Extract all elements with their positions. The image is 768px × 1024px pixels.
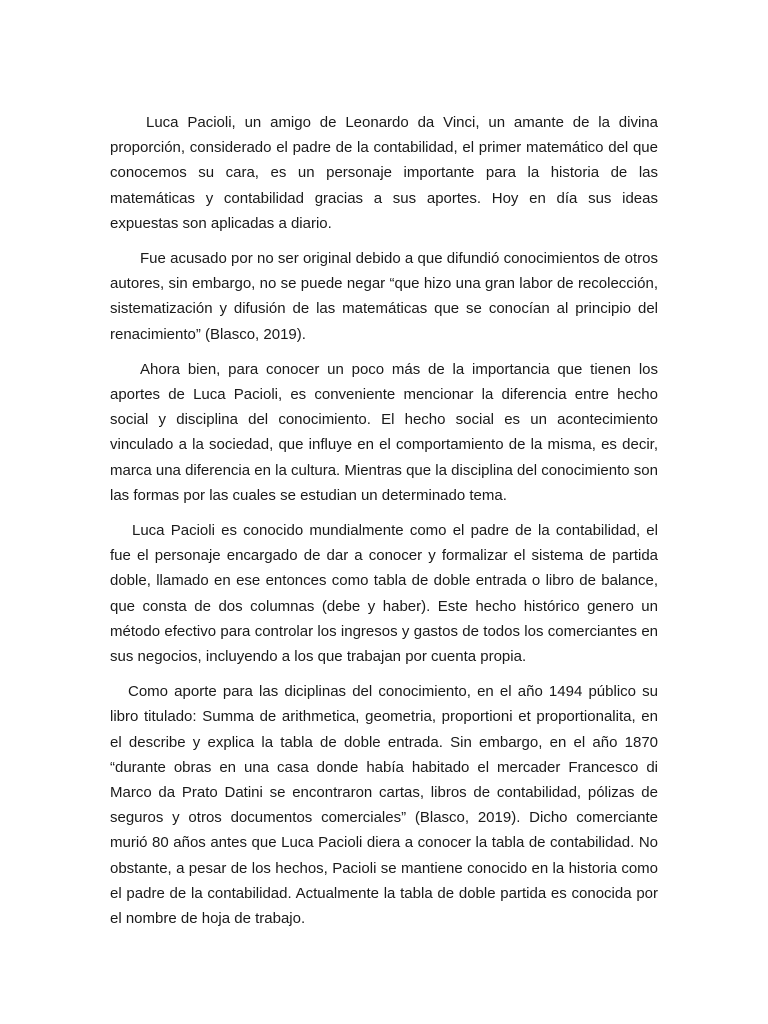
paragraph-intro: Luca Pacioli, un amigo de Leonardo da Vinci, un amante de la divina proporción, considerado el padre de la contabilidad, el primer matemático del que conocemos su cara, es un personaje importante para la historia de las matemáticas y contabilidad gracias a sus aportes. Hoy en día sus ideas expuestas son aplicadas a diario. [110,114,658,232]
paragraph-accusation: Fue acusado por no ser original debido a que difundió conocimientos de otros autores, sin embargo, no se puede negar “que hizo una gran labor de recolección, sistematización y difusión de las matemáticas que se conocían al principio del renacimiento” (Blasco, 2019). [110,250,658,343]
document-page [110,110,658,941]
paragraph-social-fact: Ahora bien, para conocer un poco más de la importancia que tienen los aportes de Luca Pacioli, es conveniente mencionar la diferencia entre hecho social y disciplina del conocimiento. El hecho social es un acontecimiento vinculado a la sociedad, que influye en el comportamiento de la misma, es decir, marca una diferencia en la cultura. Mientras que la disciplina del conocimiento son las formas por las cuales se estudian un determinado tema. [110,360,658,504]
paragraph-double-entry: Luca Pacioli es conocido mundialmente como el padre de la contabilidad, el fue el personaje encargado de dar a conocer y formalizar el sistema de partida doble, llamado en ese entonces como tabla de doble entrada o libro de balance, que consta de dos columnas (debe y haber). Este hecho histórico genero un método efectivo para controlar los ingresos y gastos de todos los comerciantes en sus negocios, incluyendo a los que trabajan por cuenta propia. [110,522,658,666]
paragraph-contribution: Como aporte para las diciplinas del conocimiento, en el año 1494 público su libro titulado: Summa de arithmetica, geometria, proportioni et proportionalita, en el describe y explica la tabla de doble entrada. Sin embargo, en el año 1870 “durante obras en una casa donde había habitado el mercader Francesco di Marco da Prato Datini se encontraron cartas, libros de contabilidad, pólizas de seguros y otros documentos comerciales” (Blasco, 2019). Dicho comerciante murió 80 años antes que Luca Pacioli diera a conocer la tabla de contabilidad. No obstante, a pesar de los hechos, Pacioli se mantiene conocido en la historia como el padre de la contabilidad. Actualmente la tabla de doble partida es conocida por el nombre de hoja de trabajo. [110,683,658,928]
